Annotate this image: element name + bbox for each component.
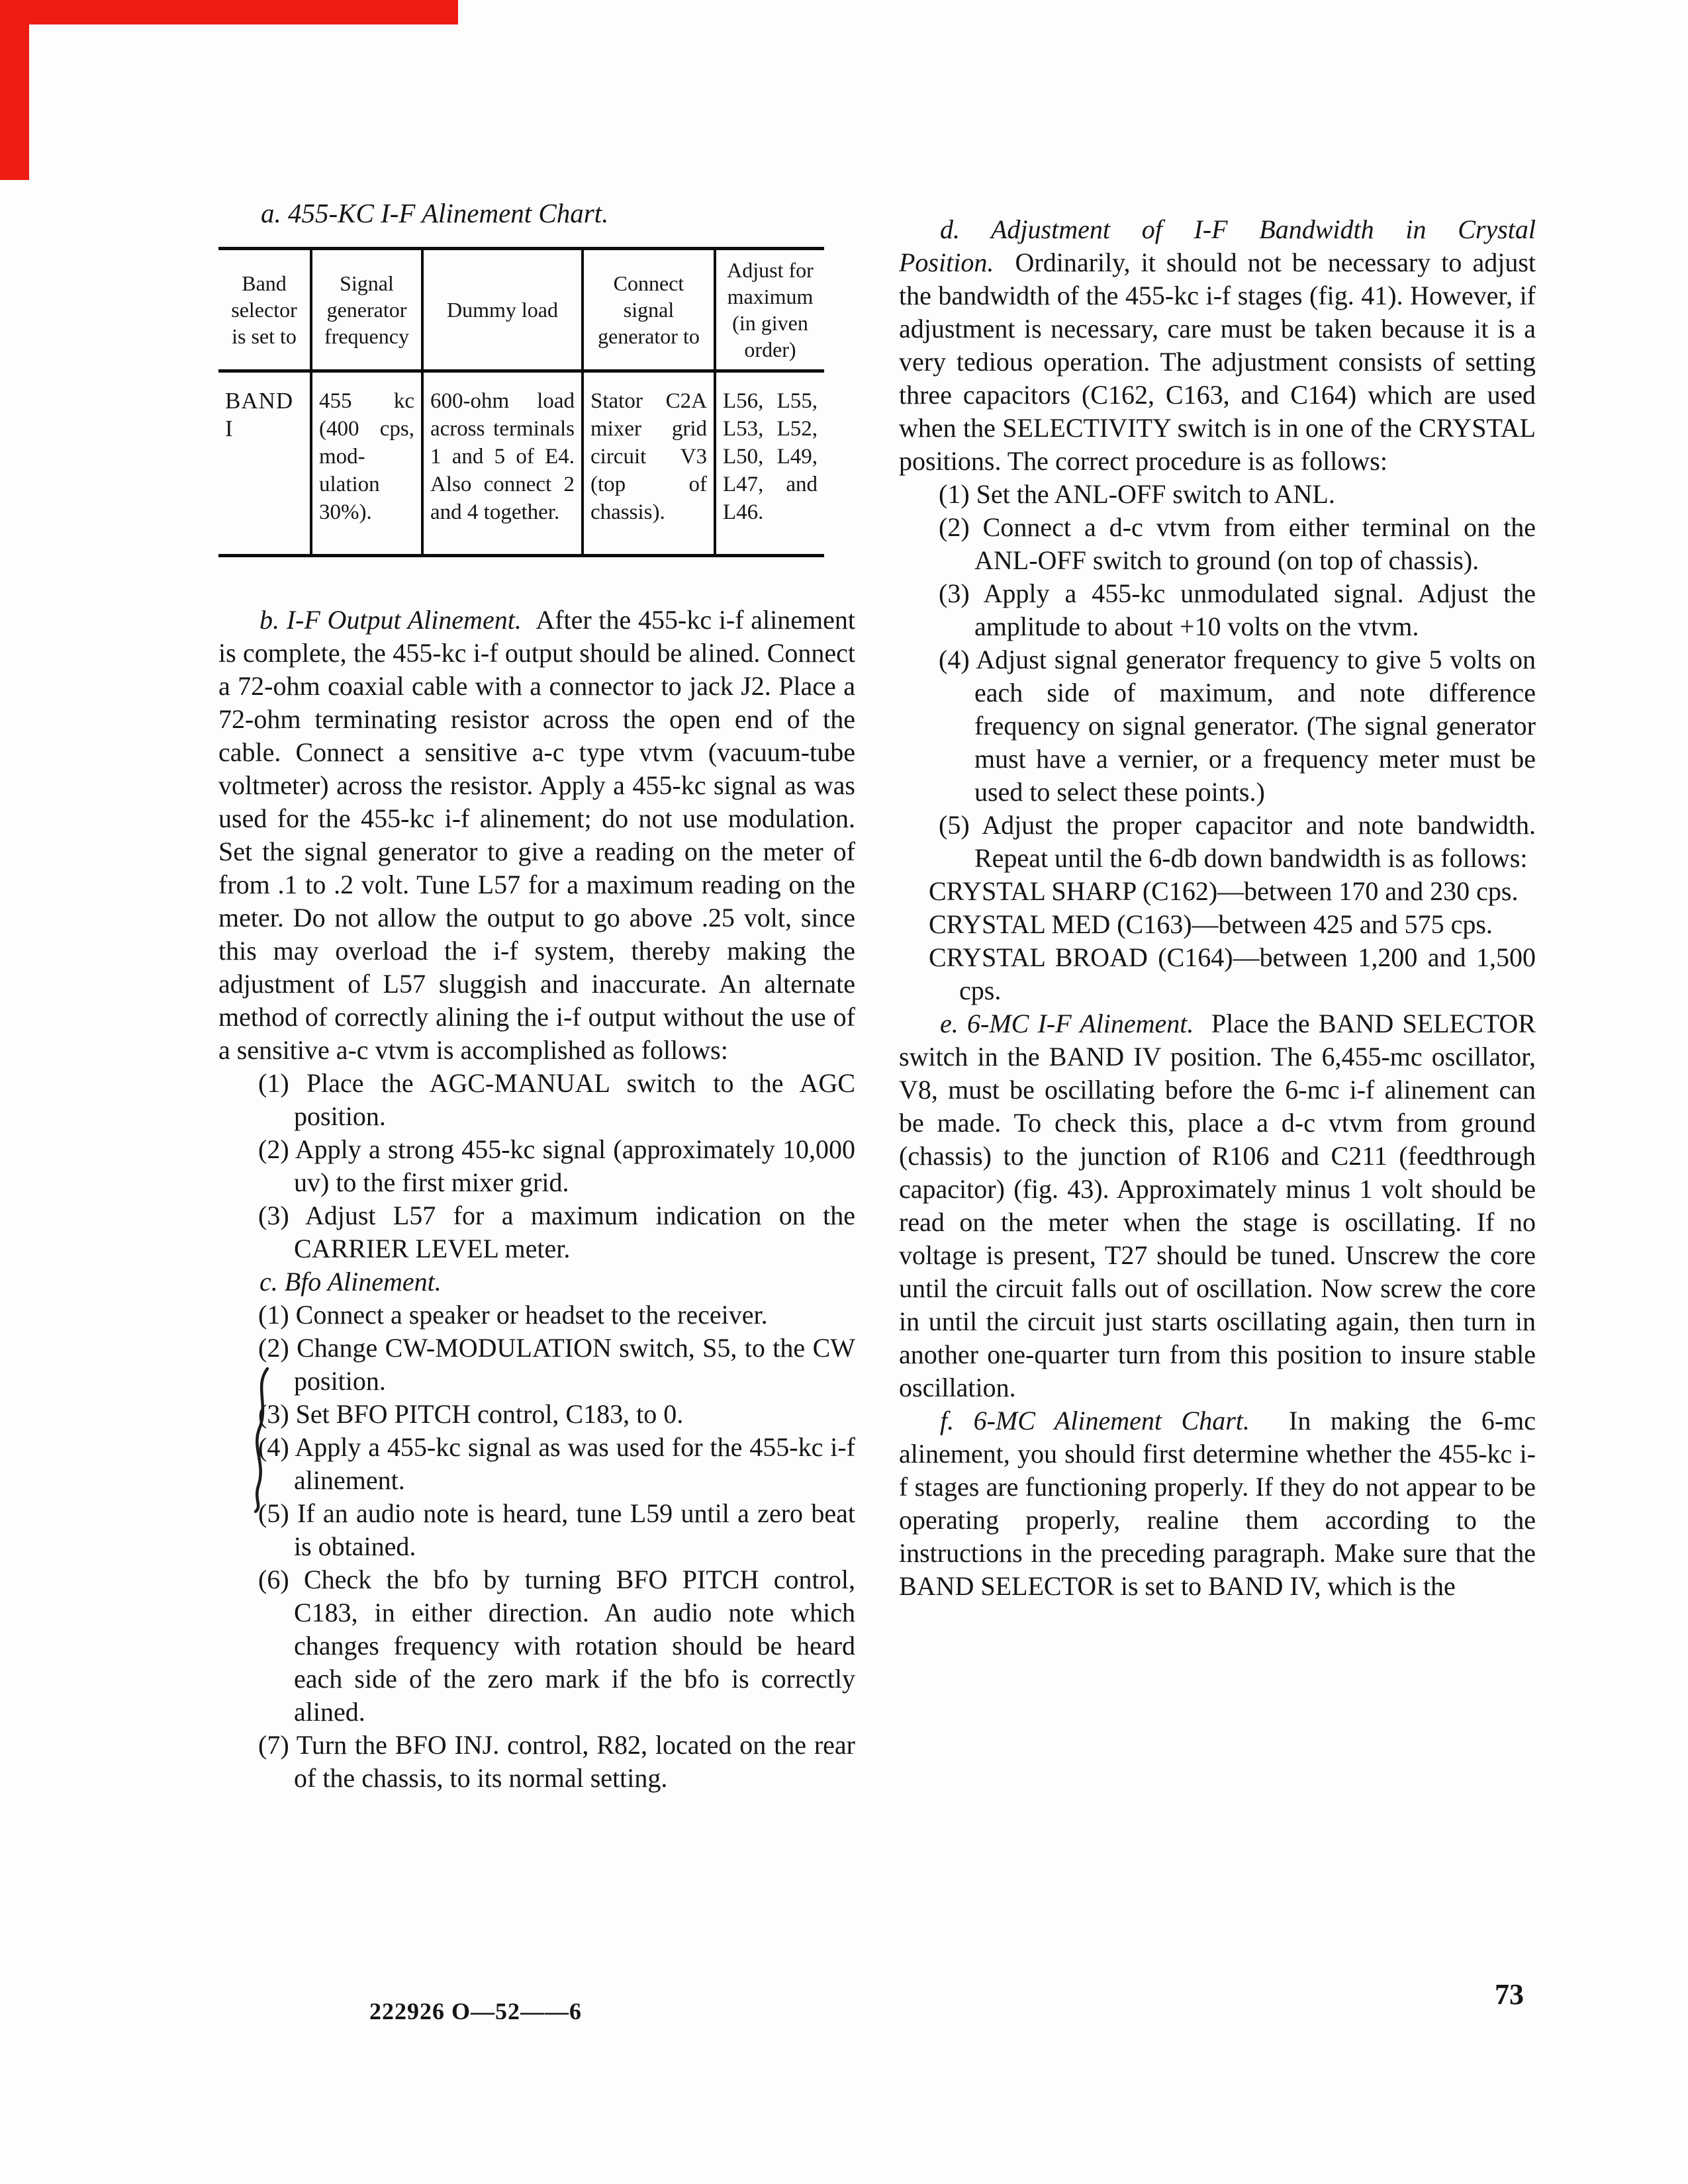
paragraph-f-body: In making the 6-mc alinement, you should first determine whether the 455-kc i-f stages are functioning properly. If they do not appear to be operating properly, realine them according to the instructions in the preceding paragraph. Make sure that the BAND SELECTOR is set to BAND IV, which is the: [899, 1406, 1536, 1601]
paragraph-b-lead: b. I-F Output Alinement.: [259, 605, 522, 635]
list-number: (7): [258, 1730, 289, 1760]
list-text: Adjust signal generator frequency to give 5 volts on each side of maximum, and note difference frequency on signal generator. (The signal generator must have a vernier, or a frequency meter must be used to select these points.): [974, 645, 1536, 807]
list-item-b-1: [258, 1067, 855, 1133]
list-text: Adjust L57 for a maximum indication on the CARRIER LEVEL meter.: [294, 1201, 855, 1263]
paragraph-d-lead: d. Adjustment of I-F Bandwidth in Crystal Position.: [899, 214, 1536, 277]
list-number: (4): [939, 645, 970, 674]
list-item-d-4: [939, 643, 1536, 809]
list-number: (3): [258, 1399, 289, 1429]
list-text: Change CW-MODULATION switch, S5, to the CW position.: [294, 1333, 856, 1396]
table-header-signal-generator-frequency: Signal generator frequency: [311, 249, 422, 371]
list-number: (1): [939, 479, 970, 509]
list-item-c-7: [258, 1729, 855, 1795]
list-number: (4): [258, 1432, 289, 1462]
list-item-c-2: [258, 1332, 855, 1398]
list-text: Place the AGC-MANUAL switch to the AGC position.: [294, 1068, 856, 1131]
table-cell-band: BAND I: [218, 371, 311, 556]
list-number: (5): [258, 1498, 289, 1528]
list-item-c-1: [258, 1298, 855, 1332]
paragraph-e-body: Place the BAND SELECTOR switch in the BAND IV position. The 6,455-mc oscillator, V8, must be oscillating before the 6-mc i-f alinement can be made. To check this, place a d-c vtvm from ground (chassis) to the junction of R106 and C211 (feedthrough capacitor) (fig. 43). Approximately minus 1 volt should be read on the meter when the stage is oscillating. If no voltage is present, T27 should be tuned. Unscrew the core until the circuit falls out of oscillation. Now screw the core in until the circuit just starts oscillating again, then turn in another one-quarter turn from this position to insure stable oscillation.: [899, 1009, 1536, 1402]
list-text: Apply a 455-kc unmodulated signal. Adjust the amplitude to about +10 volts on the vtvm.: [974, 578, 1536, 641]
list-number: (1): [258, 1068, 289, 1098]
table-header-connect-signal-generator: Connect signal generator to: [583, 249, 715, 371]
list-number: (2): [939, 512, 970, 542]
list-text: Connect a speaker or headset to the receiver.: [295, 1300, 768, 1330]
list-item-c-3: [258, 1398, 855, 1431]
table-header-dummy-load: Dummy load: [422, 249, 583, 371]
paragraph-b: [218, 604, 855, 1067]
list-number: (1): [258, 1300, 289, 1330]
pen-mark-squiggle: [248, 1367, 277, 1513]
alinement-chart-table: [218, 247, 824, 557]
list-text: Check the bfo by turning BFO PITCH control, C183, in either direction. An audio note which changes frequency with rotation should be heard each side of the zero mark if the bfo is correctly alined.: [294, 1565, 855, 1727]
table-cell-connect: Stator C2A mixer grid circuit V3 (top of chassis).: [583, 371, 715, 556]
list-item-d-3: [939, 577, 1536, 643]
list-number: (2): [258, 1134, 289, 1164]
list-text: Apply a 455-kc signal as was used for the 455-kc i-f alinement.: [294, 1432, 855, 1495]
paragraph-e-lead: e. 6-MC I-F Alinement.: [940, 1009, 1194, 1038]
list-item-c-5: [258, 1497, 855, 1563]
right-column: [899, 213, 1536, 1603]
crystal-broad-line: CRYSTAL BROAD (C164)—between 1,200 and 1,500 cps.: [929, 942, 1536, 1005]
paragraph-b-body: After the 455-kc i-f alinement is complete, the 455-kc i-f output should be alined. Connect a 72-ohm coaxial cable with a connector to jack J2. Place a 72-ohm terminating resistor across the open end of the cable. Connect a sensitive a-c type vtvm (vacuum-tube voltmeter) across the resistor. Apply a 455-kc signal as was used for the 455-kc i-f alinement; do not use modulation. Set the signal generator to give a reading on the meter of from .1 to .2 volt. Tune L57 for a maximum reading on the meter. Do not allow the output to go above .25 volt, since this may overload the i-f system, thereby making the adjustment of L57 sluggish and inaccurate. An alternate method of correctly alining the i-f output without the use of a sensitive a-c vtvm is accomplished as follows:: [218, 605, 856, 1065]
list-item-b-3: [258, 1199, 855, 1265]
alinement-chart: [218, 247, 855, 557]
list-number: (6): [258, 1565, 289, 1594]
list-text: Set BFO PITCH control, C183, to 0.: [295, 1399, 684, 1429]
list-item-c-4: [258, 1431, 855, 1497]
left-column: [218, 197, 855, 1795]
list-text: If an audio note is heard, tune L59 until a zero beat is obtained.: [294, 1498, 856, 1561]
section-a-heading: a. 455-KC I-F Alinement Chart.: [261, 198, 609, 228]
list-item-c-6: [258, 1563, 855, 1729]
list-text: Set the ANL-OFF switch to ANL.: [976, 479, 1335, 509]
list-number: (3): [939, 578, 970, 608]
table-header-row: [218, 249, 824, 371]
page-number: 73: [1495, 1978, 1524, 2011]
table-cell-adjust: L56, L55, L53, L52, L50, L49, L47, and L46.: [723, 389, 818, 524]
paragraph-e: [899, 1007, 1536, 1404]
list-item-b-2: [258, 1133, 855, 1199]
table-row: [218, 371, 824, 556]
list-number: (5): [939, 810, 970, 840]
list-text: Turn the BFO INJ. control, R82, located on the rear of the chassis, to its normal setting.: [294, 1730, 855, 1793]
crystal-med-line: CRYSTAL MED (C163)—between 425 and 575 cps.: [929, 909, 1493, 939]
table-cell-frequency: 455 kc (400 cps, modulation 30%).: [311, 371, 422, 556]
paragraph-d-body: Ordinarily, it should not be necessary to adjust the bandwidth of the 455-kc i-f stages (fig. 41). However, if adjustment is necessary, care must be taken because it is a very tedious operation. The adjustment consists of setting three capacitors (C162, C163, and C164) which are used when the SELECTIVITY switch is in one of the CRYSTAL positions. The correct procedure is as follows:: [899, 248, 1536, 476]
print-code: 222926 O—52——6: [369, 1998, 583, 2025]
list-text: Connect a d-c vtvm from either terminal on the ANL-OFF switch to ground (on top of chassis).: [974, 512, 1536, 575]
table-header-adjust-for-maximum: Adjust for maximum (in given order): [715, 249, 824, 371]
table-header-band-selector: Band selector is set to: [218, 249, 311, 371]
paragraph-f-lead: f. 6-MC Alinement Chart.: [940, 1406, 1250, 1435]
list-text: Apply a strong 455-kc signal (approximately 10,000 uv) to the first mixer grid.: [294, 1134, 856, 1197]
table-cell-dummy-load: 600-ohm load across terminals 1 and 5 of E4. Also connect 2 and 4 together.: [422, 371, 583, 556]
list-item-d-1: [939, 478, 1536, 511]
scan-edge-mark-vertical: [0, 0, 29, 180]
list-number: (2): [258, 1333, 289, 1363]
crystal-sharp-line: CRYSTAL SHARP (C162)—between 170 and 230 cps.: [929, 876, 1519, 906]
list-number: (3): [258, 1201, 289, 1230]
list-item-d-2: [939, 511, 1536, 577]
list-item-d-5: [939, 809, 1536, 875]
list-text: Adjust the proper capacitor and note bandwidth. Repeat until the 6-db down bandwidth is as follows:: [974, 810, 1536, 873]
paragraph-f: [899, 1404, 1536, 1603]
section-c-heading-text: c. Bfo Alinement.: [259, 1267, 442, 1297]
paragraph-d: [899, 213, 1536, 478]
scan-edge-mark-horizontal: [0, 0, 458, 24]
section-c-heading: [218, 1265, 855, 1298]
